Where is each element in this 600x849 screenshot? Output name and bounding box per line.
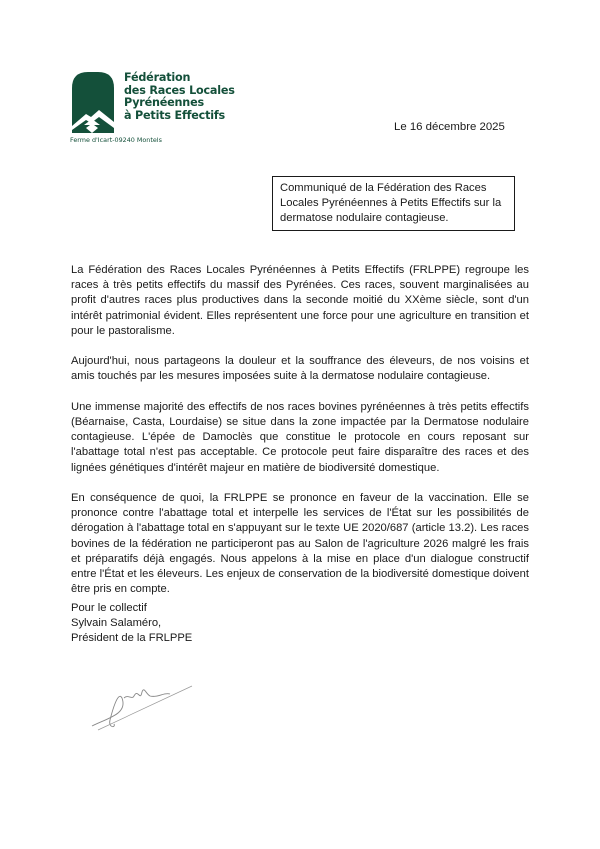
organization-address: Ferme d'Icart-09240 Montels <box>70 136 162 144</box>
letter-date: Le 16 décembre 2025 <box>394 121 505 133</box>
subject-box: Communiqué de la Fédération des Races Locales Pyrénéennes à Petits Effectifs sur la dermatose nodulaire contagieuse. <box>272 176 515 231</box>
paragraph: Aujourd'hui, nous partageons la douleur et la souffrance des éleveurs, de nos voisins et amis touchés par les mesures imposées suite à la dermatose nodulaire contagieuse. <box>71 355 529 383</box>
paragraph: La Fédération des Races Locales Pyrénéennes à Petits Effectifs (FRLPPE) regroupe les races à très petits effectifs du massif des Pyrénées. Ces races, souvent marginalisées au profit d'autres races plus productives dans la seconde moitié du XXème siècle, sont d'un intérêt patrimonial évident. Elles représentent une force pour une agriculture en transition et pour le pastoralisme. <box>71 264 529 337</box>
organization-name <box>124 72 235 122</box>
organization-name-line: des Races Locales <box>124 83 235 97</box>
letter-body <box>71 263 529 613</box>
organization-name-line: Pyrénéennes <box>124 96 204 110</box>
organization-name-line: à Petits Effectifs <box>124 108 226 122</box>
mountain-shield-icon <box>70 70 116 134</box>
paragraph: En conséquence de quoi, la FRLPPE se prononce en faveur de la vaccination. Elle se prononce contre l'abattage total et interpelle les services de l'État sur les possibilités de dérogation à l'abattage total en s'appuyant sur le texte UE 2020/687 (article 13.2). Les races bovines de la fédération ne participeront pas au Salon de l'agriculture 2026 malgré les frais et préparatifs déjà engagés. Nous appelons à la mise en place d'un dialogue constructif entre l'État et les éleveurs. Les enjeux de conservation de la biodiversité domestique doivent être pris en compte. <box>71 492 529 596</box>
closing-line: Pour le collectif <box>71 602 147 614</box>
paragraph: Une immense majorité des effectifs de nos races bovines pyrénéennes à très petits effectifs (Béarnaise, Casta, Lourdaise) se situe dans la zone impactée par la Dermatose nodulaire contagieuse. L'épée de Damoclès que constitue le protocole en cours reposant sur l'abattage total n'est pas acceptable. Ce protocole peut faire disparaître des races et des lignées génétiques d'intérêt majeur en matière de biodiversité domestique. <box>71 400 529 474</box>
signatory-title: Président de la FRLPPE <box>71 632 193 645</box>
organization-name-line: Fédération <box>124 71 191 84</box>
closing-block <box>71 601 192 647</box>
signatory-name: Sylvain Salaméro, <box>71 617 162 630</box>
handwritten-signature-icon <box>88 668 198 734</box>
